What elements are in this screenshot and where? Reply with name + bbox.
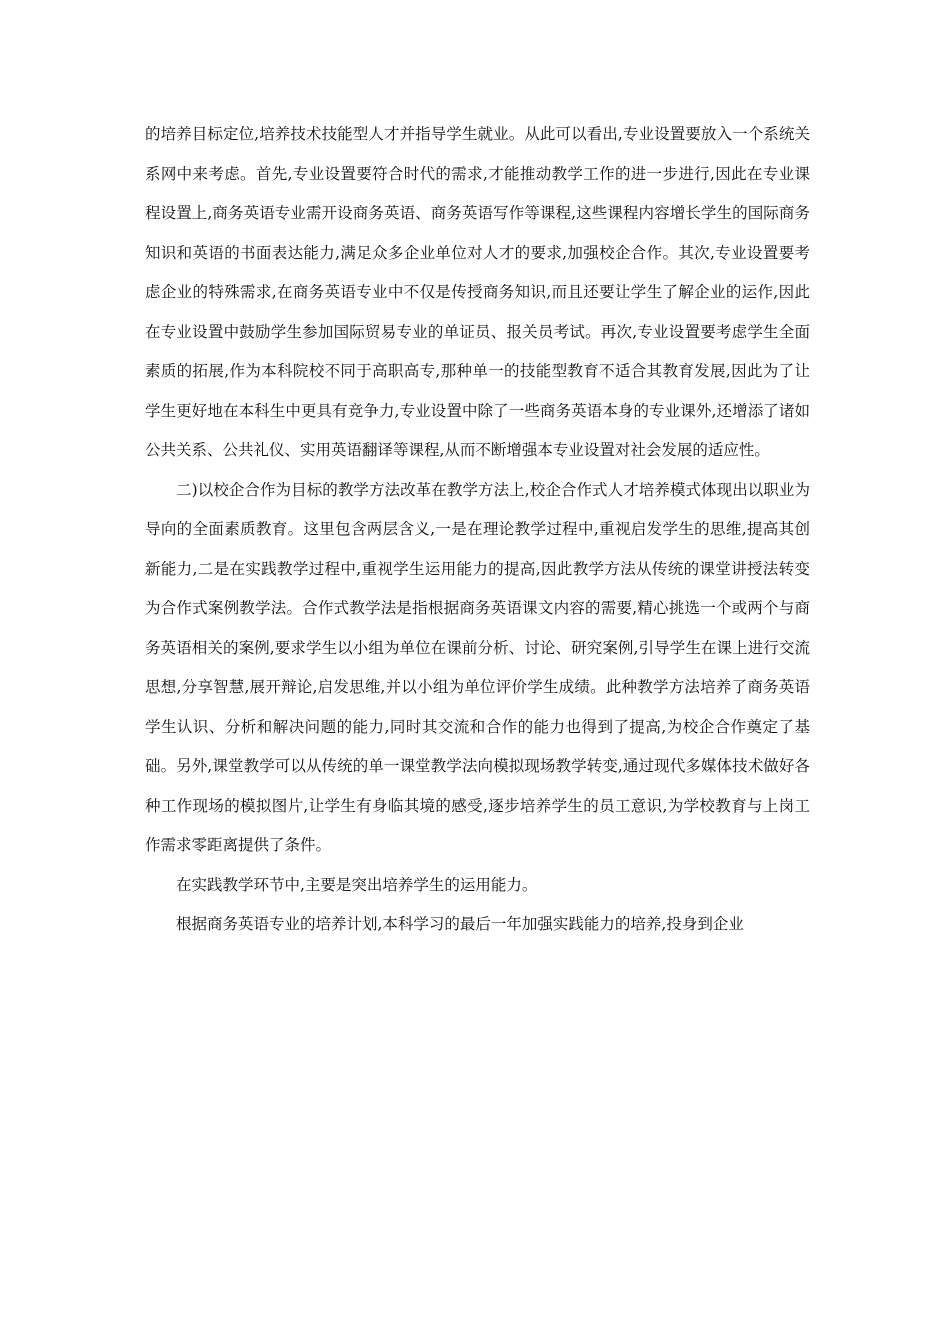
paragraph-4: 根据商务英语专业的培养计划,本科学习的最后一年加强实践能力的培养,投身到企业 <box>176 915 744 933</box>
paragraph-1: 的培养目标定位,培养技术技能型人才并指导学生就业。从此可以看出,专业设置要放入一个系统关系网中来考虑。首先,专业设置要符合时代的需求,才能推动教学工作的进一步进行,因此在专业课程设置上,商务英语专业需开设商务英语、商务英语写作等课程,这些课程内容增长学生的国际商务知识和英语的书面表达能力,满足众多企业单位对人才的要求,加强校企合作。其次,专业设置要考虑企业的特殊需求,在商务英语专业中不仅是传授商务知识,而且还要让学生了解企业的运作,因此在专业设置中鼓励学生参加国际贸易专业的单证员、报关员考试。再次,专业设置要考虑学生全面素质的拓展,作为本科院校不同于高职高专,那种单一的技能型教育不适合其教育发展,因此为了让学生更好地在本科生中更具有竞争力,专业设置中除了一些商务英语本身的专业课外,还增添了诸如公共关系、公共礼仪、实用英语翻译等课程,从而不断增强本专业设置对社会发展的适应性。 <box>145 125 810 459</box>
paragraph-2: 二)以校企合作为目标的教学方法改革在教学方法上,校企合作式人才培养模式体现出以职业为导向的全面素质教育。这里包含两层含义,一是在理论教学过程中,重视启发学生的思维,提高其创新能力,二是在实践教学过程中,重视学生运用能力的提高,因此教学方法从传统的课堂讲授法转变为合作式案例教学法。合作式教学法是指根据商务英语课文内容的需要,精心挑选一个或两个与商务英语相关的案例,要求学生以小组为单位在课前分析、讨论、研究案例,引导学生在课上进行交流思想,分享智慧,展开辩论,启发思维,并以小组为单位评价学生成绩。此种教学方法培养了商务英语学生认识、分析和解决问题的能力,同时其交流和合作的能力也得到了提高,为校企合作奠定了基础。另外,课堂教学可以从传统的单一课堂教学法向模拟现场教学转变,通过现代多媒体技术做好各种工作现场的模拟图片,让学生有身临其境的感受,逐步培养学生的员工意识,为学校教育与上岗工作需求零距离提供了条件。 <box>145 480 810 854</box>
paragraph-3: 在实践教学环节中,主要是突出培养学生的运用能力。 <box>176 875 538 894</box>
document-page <box>145 115 810 945</box>
